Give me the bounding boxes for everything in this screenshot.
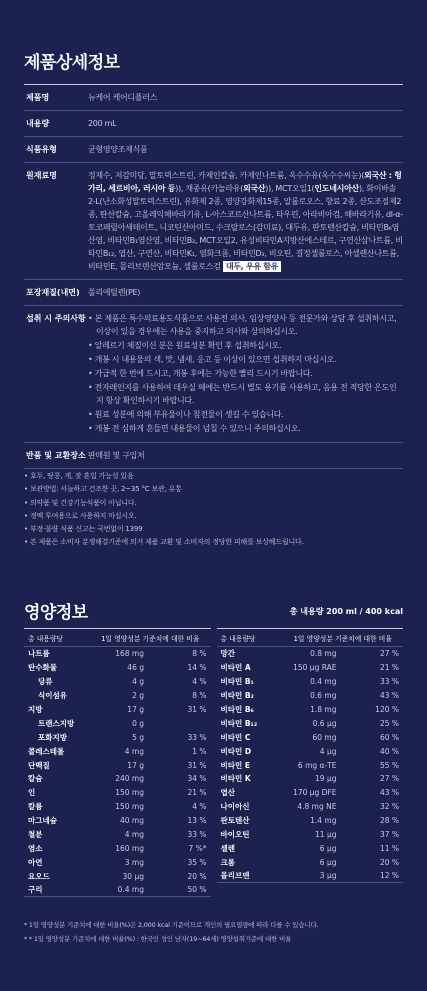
nutrient-row (24, 841, 211, 855)
nutrient-row (24, 716, 211, 730)
nutrient-amount: 150 mg (115, 788, 144, 798)
nutrient-row (24, 661, 211, 675)
info-label: 포장재질(내면) (26, 288, 80, 297)
nutrient-name: 구리 (28, 885, 43, 895)
info-label: 제품명 (26, 93, 50, 102)
nutrient-row (24, 869, 211, 883)
nutrient-amount: 19 µg (315, 774, 337, 784)
header-pct: 1일 영양성분 기준치에 대한 비율 (293, 634, 392, 643)
nutrient-name: 식이섬유 (38, 691, 67, 701)
nutrient-amount: 0.4 mg (117, 885, 144, 895)
info-row-name (24, 85, 403, 111)
nutrient-row (24, 855, 211, 869)
nutrient-pct: 8 % (192, 691, 207, 701)
nutrient-name: 염소 (28, 843, 43, 853)
nutrient-pct: 12 % (379, 871, 399, 881)
nutrient-row (217, 730, 404, 744)
nutrient-name: 바이오틴 (220, 830, 250, 840)
nutrition-footnotes (24, 918, 403, 946)
nutrient-amount: 0.4 mg (310, 677, 337, 687)
nutrient-row (217, 828, 404, 842)
nutrient-amount: 0.6 µg (312, 718, 337, 728)
nutrition-header (24, 629, 211, 647)
nutrient-pct: 33 % (187, 732, 207, 742)
nutrient-amount: 60 mg (312, 732, 337, 742)
nutrient-name: 비타민 K (220, 774, 251, 784)
nutrient-amount: 17 g (127, 705, 144, 714)
nutrient-row (217, 703, 404, 717)
info-label: 원재료명 (26, 171, 57, 180)
nutrient-pct: 55 % (379, 760, 399, 770)
caution-item: • 전자레인지를 사용하여 데우실 때에는 반드시 별도 용기를 사용하고, 음용 전 적당한 온도인지 항상 확인하시기 바랍니다. (88, 383, 397, 405)
nutrient-name: 칼륨 (28, 802, 43, 812)
nutrient-name: 망간 (220, 649, 235, 659)
nutrient-name: 비타민 C (220, 732, 251, 742)
info-value: 판매원 및 구입처 (88, 451, 145, 460)
nutrient-pct: 25 % (379, 718, 399, 728)
nutrient-amount: 4 g (132, 677, 144, 687)
nutrition-header (217, 629, 404, 647)
nutrient-pct: 20 % (379, 857, 399, 867)
nutrient-pct: 21 % (187, 788, 207, 798)
nutrient-amount: 3 µg (319, 871, 337, 881)
nutrient-pct: 31 % (187, 705, 207, 714)
info-row-ingredients (24, 163, 403, 280)
nutrient-name: 칼슘 (28, 774, 43, 784)
nutrient-pct: 27 % (379, 774, 399, 784)
nutrient-name: 셀렌 (220, 843, 235, 853)
nutrition-table-left (24, 628, 211, 897)
nutrient-row (24, 772, 211, 786)
nutrient-amount: 1.4 mg (310, 816, 337, 826)
nutrient-amount: 6 mg α-TE (297, 760, 337, 770)
nutrient-amount: 11 µg (315, 830, 337, 840)
nutrient-name: 요오드 (28, 871, 50, 881)
note-item: • 정맥 투여용으로 사용하지 마십시오. (24, 511, 137, 520)
nutrient-name: 비타민 E (220, 760, 250, 770)
nutrient-row (24, 647, 211, 661)
nutrient-pct: 4 % (192, 677, 207, 687)
header-pct: 1일 영양성분 기준치에 대한 비율 (101, 634, 200, 643)
nutrient-name: 철분 (28, 830, 43, 840)
nutrient-pct: 7 %* (188, 843, 207, 853)
nutrient-pct: 4 % (192, 802, 207, 812)
nutrient-pct: 33 % (187, 830, 207, 840)
nutrient-pct: 13 % (187, 816, 207, 826)
info-value: 뉴케어 케어디플러스 (88, 93, 158, 102)
nutrient-pct: 60 % (379, 732, 399, 742)
nutrient-amount: 1.8 mg (310, 705, 337, 714)
nutrient-row (24, 689, 211, 703)
info-label: 식품유형 (26, 145, 57, 154)
nutrient-pct: 35 % (187, 857, 207, 867)
note-item: • 의약품 및 건강기능식품이 아닙니다. (24, 498, 137, 507)
caution-item: • 알레르기 체질이신 분은 원료성분 확인 후 섭취하십시오. (88, 341, 282, 350)
note-item: • 부정·불량 식품 신고는 국번없이 1399 (24, 525, 143, 534)
nutrient-name: 비타민 B₁ (220, 677, 254, 687)
nutrient-row (217, 869, 404, 883)
nutrient-amount: 4.8 mg NE (297, 802, 337, 812)
nutrient-amount: 168 mg (115, 649, 144, 659)
info-row-returns (24, 443, 403, 469)
footnote: * 1일 영양성분 기준치에 대한 비율(%)은 2,000 kcal 기준이므로 개인의 필요열량에 따라 다를 수 있습니다. (24, 921, 319, 929)
nutrient-name: 마그네슘 (28, 816, 57, 826)
nutrient-row (24, 730, 211, 744)
nutrient-pct: 28 % (379, 816, 399, 826)
ingredients-part: )), MCT오일1( (265, 184, 315, 193)
nutrient-amount: 150 µg RAE (293, 663, 337, 673)
nutrient-name: 비타민 A (220, 663, 251, 673)
nutrient-name: 지방 (28, 705, 43, 714)
nutrient-name: 나트륨 (28, 649, 50, 659)
nutrient-row (217, 800, 404, 814)
footnote: * * 1일 영양성분 기준치에 대한 비율(%) : 한국인 성인 남자(19~64세) 영양섭취기준에 대한 비율 (24, 935, 292, 943)
ingredients-origin: 외국산 (243, 184, 266, 193)
nutrient-row (217, 661, 404, 675)
nutrient-pct: 33 % (379, 677, 399, 687)
allergen-badge: 대두, 우유 함유 (223, 261, 281, 272)
nutrient-pct: 40 % (379, 746, 399, 756)
nutrient-amount: 4 mg (124, 830, 144, 840)
ingredients-part: 정제수, 저감미당, 말토덱스트린, 카제인칼슘, 카제인나트륨, 옥수수유(옥수수씨눈)( (88, 171, 365, 180)
nutrient-amount: 17 g (127, 760, 144, 770)
nutrient-name: 비타민 B₆ (220, 705, 254, 714)
ingredients-text (88, 169, 403, 273)
nutrient-name: 몰리브덴 (220, 871, 250, 881)
info-row-caution (24, 306, 403, 443)
info-row-volume (24, 111, 403, 137)
nutrition-total: 총 내용량 200 ml / 400 kcal (289, 607, 403, 616)
nutrient-row (24, 675, 211, 689)
nutrient-row (217, 841, 404, 855)
nutrient-amount: 170 µg DFE (293, 788, 337, 798)
nutrient-pct: 43 % (379, 691, 399, 701)
nutrient-amount: 2 g (132, 691, 144, 701)
nutrition-tables (24, 628, 403, 897)
nutrient-row (217, 716, 404, 730)
nutrient-amount: 4 µg (319, 746, 337, 756)
nutrient-row (24, 758, 211, 772)
product-info-table (24, 84, 403, 469)
nutrient-name: 탄수화물 (28, 663, 57, 673)
nutrient-row (217, 786, 404, 800)
nutrient-amount: 4 mg (124, 746, 144, 756)
note-item: • 보관방법: 서늘하고 건조한 곳, 2~35 °C 보관, 유통 (24, 485, 182, 494)
nutrient-amount: 30 µg (122, 871, 144, 881)
nutrient-amount: 5 g (132, 732, 144, 742)
nutrient-row (24, 786, 211, 800)
info-value: 200 mL (88, 119, 117, 128)
caution-item: • 원료 성분에 의해 부유물이나 침전물이 생길 수 있습니다. (88, 410, 284, 419)
nutrient-amount: 240 mg (115, 774, 144, 784)
nutrient-row (217, 772, 404, 786)
nutrition-table-right (217, 628, 404, 897)
nutrient-row (217, 647, 404, 661)
nutrient-pct: 32 % (379, 802, 399, 812)
nutrient-pct: 43 % (379, 788, 399, 798)
nutrient-name: 단백질 (28, 760, 50, 770)
nutrient-pct: 50 % (187, 885, 207, 895)
note-item: • 호두, 땅콩, 게, 잣 혼입 가능성 있음 (24, 472, 134, 480)
nutrient-name: 콜레스테롤 (28, 746, 65, 756)
nutrient-pct: 11 % (379, 843, 399, 853)
nutrient-row (217, 814, 404, 828)
nutrient-name: 비타민 B₁₂ (220, 718, 258, 728)
notes-list (24, 470, 403, 550)
nutrient-amount: 160 mg (115, 843, 144, 853)
nutrient-name: 엽산 (220, 788, 235, 798)
nutrient-name: 크롬 (220, 857, 235, 867)
nutrient-name: 비타민 D (220, 746, 252, 756)
nutrient-amount: 6 µg (319, 857, 337, 867)
nutrient-pct: 14 % (187, 663, 207, 673)
nutrient-pct: 8 % (192, 649, 207, 659)
nutrient-name: 트랜스지방 (38, 718, 75, 728)
nutrient-pct: 120 % (375, 705, 399, 714)
nutrient-row (24, 883, 211, 897)
nutrient-row (217, 675, 404, 689)
nutrient-name: 포화지방 (38, 732, 67, 742)
nutrient-row (217, 855, 404, 869)
caution-item: • 가급적 한 번에 드시고, 개봉 후에는 가능한 빨리 드시기 바랍니다. (88, 369, 313, 378)
nutrient-name: 나이아신 (220, 802, 250, 812)
nutrient-amount: 3 mg (124, 857, 144, 867)
info-label: 내용량 (26, 119, 50, 128)
nutrient-amount: 0.6 mg (310, 691, 337, 701)
nutrient-pct: 20 % (187, 871, 207, 881)
nutrient-amount: 6 µg (319, 843, 337, 853)
nutrient-amount: 0.8 mg (310, 649, 337, 659)
nutrient-pct: 27 % (379, 649, 399, 659)
nutrient-amount: 150 mg (115, 802, 144, 812)
info-label: 반품 및 교환장소 (26, 451, 86, 460)
nutrient-row (217, 744, 404, 758)
nutrient-pct: 31 % (187, 760, 207, 770)
nutrient-row (24, 703, 211, 717)
caution-item: • 개봉 전 심하게 흔들면 내용물이 넘칠 수 있으니 주의하십시오. (88, 424, 301, 433)
nutrient-amount: 40 mg (120, 816, 144, 826)
ingredients-origin: 인도네시아산 (314, 184, 359, 193)
ingredients-part: ), 화이바솔2-L(난소화성말토덱스트린), 유화제 2종, 영양강화제15종, 알룰로오스, 향료 2종, 산도조절제2종, 탄산칼슘, 고올레익해바라기유, L-아스코르산나트륨, 타우린, 아라비아검, 해바라기유, dl-α-토코페릴아세테이트, 니코틴산아미드, 수크랄로스(감미료), 대두유, 판토텐산칼슘, 비타민B₆염산염, 비타민B₁염산염, 비타민B₂, MCT오일2, 유성비타민A지방산에스테르, 구연산삼나트륨, 비타민B₁₂, 엽산, 구연산, 비타민K₁, 염화크롬, 비타민D₃, 비오틴, 결정셀룰로스, 아셀렌산나트륨, 비타민E, 몰리브덴산암모늄, 셀룰로스검 (88, 184, 403, 271)
nutrient-pct: 1 % (192, 746, 207, 756)
info-row-food-type (24, 137, 403, 163)
info-row-packaging (24, 280, 403, 306)
nutrient-pct: 21 % (379, 663, 399, 673)
nutrient-row (24, 814, 211, 828)
nutrient-pct: 34 % (187, 774, 207, 784)
nutrient-name: 비타민 B₂ (220, 691, 254, 701)
nutrient-name: 당류 (38, 677, 53, 687)
caution-item: • 개봉 시 내용물의 색, 맛, 냄새, 응고 등 이상이 있으면 섭취하지 마십시오. (88, 355, 337, 364)
info-value: 폴리에틸렌(PE) (88, 288, 141, 297)
header-amount: 총 내용량당 (28, 634, 63, 643)
nutrient-row (24, 828, 211, 842)
note-item: • 본 제품은 소비자 분쟁해결기준에 의거 제품 교환 및 소비자의 정당한 피해를 보상해드립니다. (24, 538, 304, 547)
nutrient-row (24, 744, 211, 758)
nutrient-row (217, 758, 404, 772)
ingredients-part: )), 채종유(카놀라유( (175, 184, 243, 193)
ingredients-origin: 외국산 : 헝가리, 세르비아, 러시아 등 (88, 171, 402, 193)
caution-item: • 본 제품은 특수의료용도식품으로 사용전 의사, 임상영양사 등 전문가와 상담 후 섭취하시고, 이상이 있을 경우에는 사용을 중지하고 의사와 상의하십시오. (88, 314, 397, 336)
nutrient-pct: 37 % (379, 830, 399, 840)
nutrient-row (217, 689, 404, 703)
caution-list (88, 312, 403, 436)
nutrient-name: 인 (28, 788, 36, 798)
info-label: 섭취 시 주의사항 (26, 314, 86, 323)
nutrient-amount: 46 g (127, 663, 144, 673)
nutrient-row (24, 800, 211, 814)
nutrient-amount: 0 g (132, 718, 144, 728)
info-value: 균형영양조제식품 (88, 145, 148, 154)
nutrient-name: 판토텐산 (220, 816, 250, 826)
product-info-title: 제품상세정보 (24, 53, 120, 73)
header-amount: 총 내용량당 (220, 634, 256, 643)
nutrient-name: 아연 (28, 857, 43, 867)
nutrition-title: 영양정보 (24, 603, 88, 623)
